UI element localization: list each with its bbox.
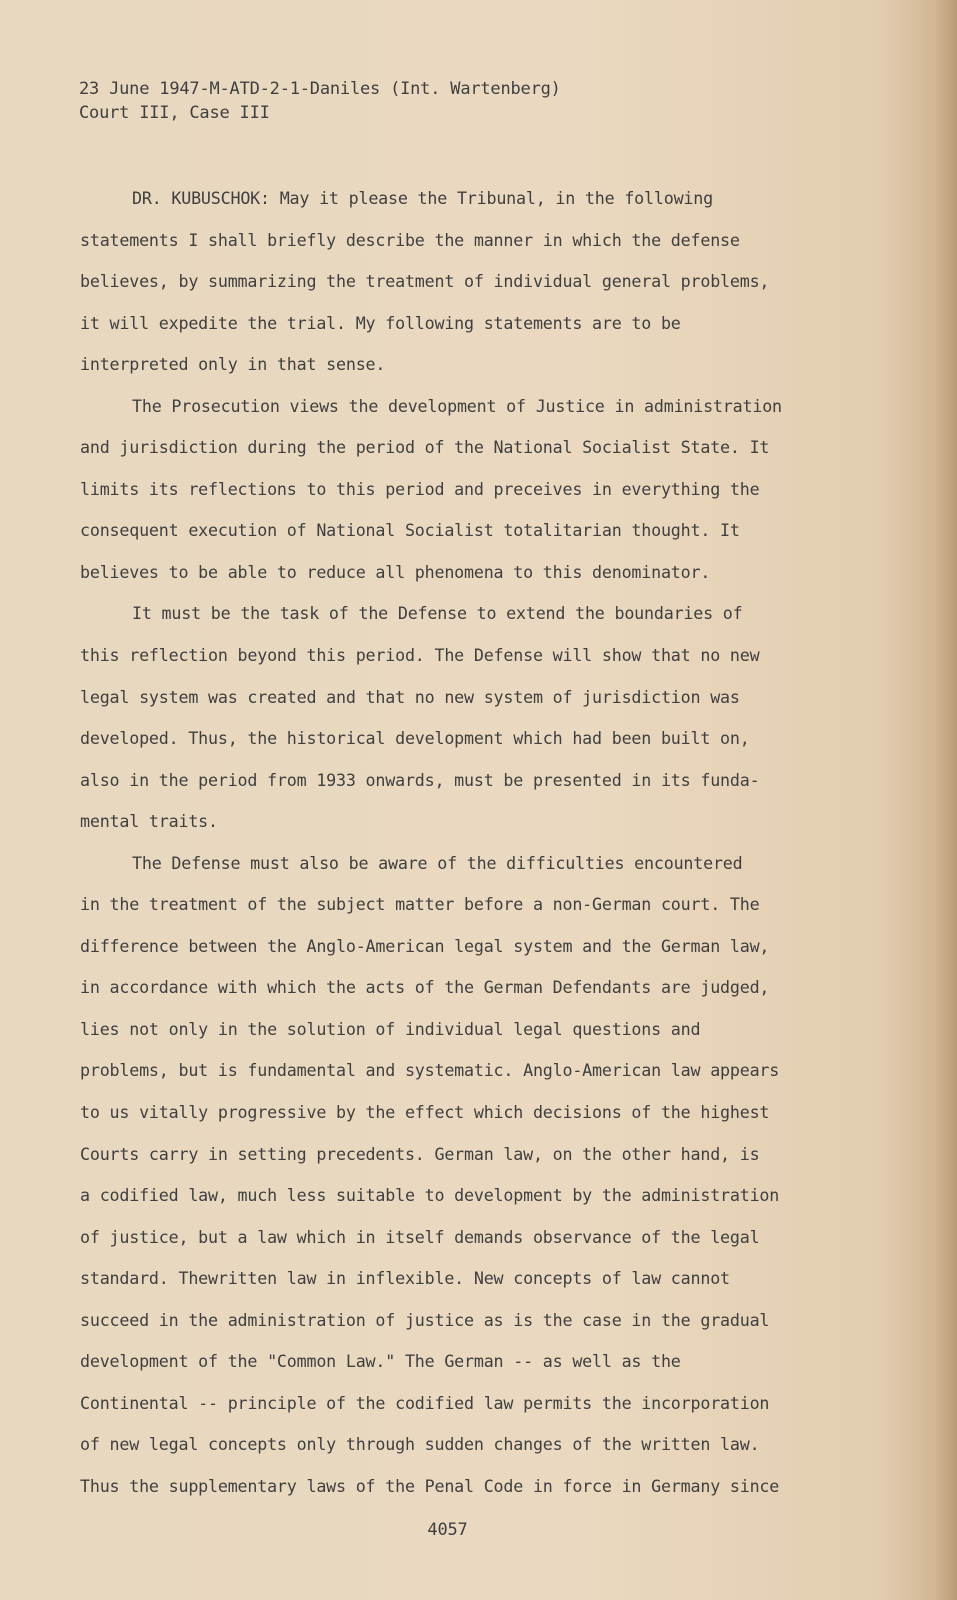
text-line: legal system was created and that no new system of jurisdiction was [80,686,740,707]
text-line: a codified law, much less suitable to development by the administration [80,1185,780,1206]
header-date-line: 23 June 1947-M-ATD-2-1-Daniles (Int. Wartenberg) [79,79,561,99]
text-line: mental traits. [80,811,218,832]
text-line: this reflection beyond this period. The Defense will show that no new [80,645,760,666]
text-line: it will expedite the trial. My following statements are to be [80,312,681,333]
text-line: Continental -- principle of the codified law permits the incorporation [80,1392,770,1413]
text-line: Courts carry in setting precedents. German law, on the other hand, is [80,1143,760,1164]
header-court-line: Court III, Case III [79,103,270,123]
text-line: believes to be able to reduce all phenomena to this denominator. [80,561,711,582]
text-line: problems, but is fundamental and systematic. Anglo-American law appears [80,1060,780,1081]
text-line: statements I shall briefly describe the manner in which the defense [80,229,740,250]
text-line: limits its reflections to this period and preceives in everything the [80,478,760,499]
text-line: to us vitally progressive by the effect which decisions of the highest [80,1102,770,1123]
text-line: in accordance with which the acts of the German Defendants are judged, [80,977,770,998]
text-line: standard. Thewritten law in inflexible. New concepts of law cannot [80,1268,730,1289]
text-line: DR. KUBUSCHOK: May it please the Tribunal, in the following [132,188,713,208]
page-edge-shadow [935,0,957,1600]
text-line: also in the period from 1933 onwards, must be presented in its funda- [80,769,760,790]
text-line: in the treatment of the subject matter before a non-German court. The [80,894,760,915]
text-line: It must be the task of the Defense to extend the boundaries of [132,603,743,624]
text-line: consequent execution of National Socialist totalitarian thought. It [80,520,740,541]
page-number: 4057 [427,1520,468,1540]
text-line: development of the "Common Law." The German -- as well as the [80,1351,681,1372]
text-line: The Defense must also be aware of the difficulties encountered [132,852,743,873]
text-line: lies not only in the solution of individual legal questions and [80,1018,701,1039]
text-line: The Prosecution views the development of Justice in administration [132,395,782,416]
transcript-body [80,178,782,1508]
document-header [79,77,561,125]
text-line: Thus the supplementary laws of the Penal Code in force in Germany since [80,1475,780,1496]
text-line: of justice, but a law which in itself demands observance of the legal [80,1226,760,1247]
text-line: interpreted only in that sense. [80,354,386,375]
text-line: difference between the Anglo-American legal system and the German law, [80,935,770,956]
text-line: of new legal concepts only through sudden changes of the written law. [80,1434,760,1455]
text-line: believes, by summarizing the treatment of individual general problems, [80,271,770,292]
text-line: succeed in the administration of justice as is the case in the gradual [80,1309,770,1330]
text-line: and jurisdiction during the period of the National Socialist State. It [80,437,770,458]
text-line: developed. Thus, the historical development which had been built on, [80,728,750,749]
